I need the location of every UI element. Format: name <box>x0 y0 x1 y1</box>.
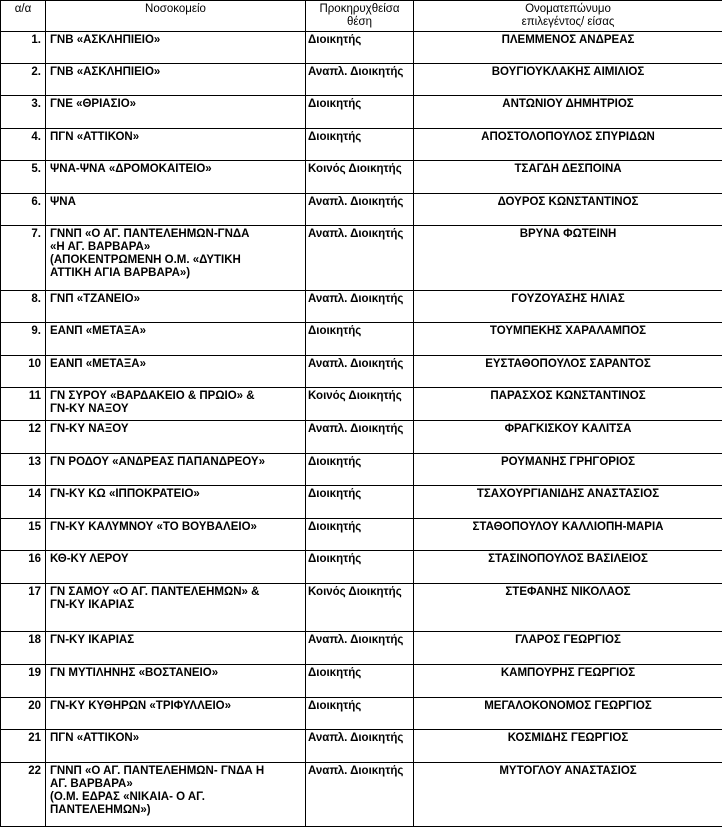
table-row <box>1 226 722 291</box>
position-cell: Αναπλ. Διοικητής <box>306 194 414 226</box>
hospital-cell <box>46 730 306 763</box>
hospital-line: ΓΝ-ΚΥ ΙΚΑΡΙΑΣ <box>50 599 301 612</box>
position-cell: Διοικητής <box>306 665 414 698</box>
header-hospital: Νοσοκομείο <box>46 1 306 32</box>
hospital-cell <box>46 194 306 226</box>
position-cell: Κοινός Διοικητής <box>306 388 414 421</box>
table-row <box>1 486 722 519</box>
hospital-line: ΚΘ-ΚΥ ΛΕΡΟΥ <box>50 553 301 566</box>
hospital-line: (Ο.Μ. ΕΔΡΑΣ «ΝΙΚΑΙΑ- Ο ΑΓ. <box>50 791 301 804</box>
hospital-line: ΓΝ ΡΟΔΟΥ «ΑΝΔΡΕΑΣ ΠΑΠΑΝΔΡΕΟΥ» <box>50 456 301 469</box>
header-num: α/α <box>1 1 46 32</box>
position-cell: Αναπλ. Διοικητής <box>306 291 414 323</box>
row-number: 8. <box>1 291 46 323</box>
table-row <box>1 32 722 64</box>
hospital-line: ΠΑΝΤΕΛΕΗΜΩΝ») <box>50 804 301 817</box>
table-row <box>1 698 722 730</box>
table-row <box>1 519 722 551</box>
selected-name-cell: ΦΡΑΓΚΙΣΚΟΥ ΚΑΛΙΤΣΑ <box>414 421 722 454</box>
table-row <box>1 632 722 665</box>
row-number: 21 <box>1 730 46 763</box>
hospital-cell <box>46 486 306 519</box>
row-number: 6. <box>1 194 46 226</box>
row-number: 11 <box>1 388 46 421</box>
hospital-line: ΓΝ-ΚΥ ΝΑΞΟΥ <box>50 403 301 416</box>
selected-name-cell: ΚΟΣΜΙΔΗΣ ΓΕΩΡΓΙΟΣ <box>414 730 722 763</box>
position-cell: Αναπλ. Διοικητής <box>306 763 414 827</box>
hospital-line: ΓΝ ΜΥΤΙΛΗΝΗΣ «ΒΟΣΤΑΝΕΙΟ» <box>50 667 301 680</box>
hospital-line: ΕΑΝΠ «ΜΕΤΑΞΑ» <box>50 325 301 338</box>
hospital-cell <box>46 519 306 551</box>
header-position: Προκηρυχθείσα θέση <box>306 1 414 32</box>
hospital-cell <box>46 584 306 632</box>
hospital-cell <box>46 421 306 454</box>
table-row <box>1 730 722 763</box>
position-cell: Αναπλ. Διοικητής <box>306 64 414 96</box>
hospital-cell <box>46 323 306 356</box>
row-number: 16 <box>1 551 46 584</box>
hospital-line: ΓΝΝΠ «Ο ΑΓ. ΠΑΝΤΕΛΕΗΜΩΝ-ΓΝΔΑ <box>50 228 301 241</box>
selected-name-cell: ΜΕΓΑΛΟΚΟΝΟΜΟΣ ΓΕΩΡΓΙΟΣ <box>414 698 722 730</box>
table-row <box>1 454 722 486</box>
selected-name-cell: ΑΠΟΣΤΟΛΟΠΟΥΛΟΣ ΣΠΥΡΙΔΩΝ <box>414 129 722 161</box>
selected-name-cell: ΠΑΡΑΣΧΟΣ ΚΩΝΣΤΑΝΤΙΝΟΣ <box>414 388 722 421</box>
selected-name-cell: ΓΟΥΖΟΥΑΣΗΣ ΗΛΙΑΣ <box>414 291 722 323</box>
row-number: 22 <box>1 763 46 827</box>
hospital-cell <box>46 356 306 388</box>
table-body <box>1 32 722 827</box>
row-number: 7. <box>1 226 46 291</box>
hospital-cell <box>46 632 306 665</box>
selected-name-cell: ΒΟΥΓΙΟΥΚΛΑΚΗΣ ΑΙΜΙΛΙΟΣ <box>414 64 722 96</box>
hospital-cell <box>46 763 306 827</box>
hospital-line: ΓΝ-ΚΥ ΚΑΛΥΜΝΟΥ «ΤΟ ΒΟΥΒΑΛΕΙΟ» <box>50 521 301 534</box>
selected-name-cell: ΤΣΑΓΔΗ ΔΕΣΠΟΙΝΑ <box>414 161 722 194</box>
table-row <box>1 161 722 194</box>
selected-name-cell: ΔΟΥΡΟΣ ΚΩΝΣΤΑΝΤΙΝΟΣ <box>414 194 722 226</box>
selected-name-cell: ΠΛΕΜΜΕΝΟΣ ΑΝΔΡΕΑΣ <box>414 32 722 64</box>
table-row <box>1 129 722 161</box>
hospital-line: ΓΝ-ΚΥ ΙΚΑΡΙΑΣ <box>50 634 301 647</box>
position-cell: Αναπλ. Διοικητής <box>306 632 414 665</box>
table-row <box>1 96 722 129</box>
table-row <box>1 551 722 584</box>
hospital-line: ΓΝΠ «ΤΖΑΝΕΙΟ» <box>50 293 301 306</box>
selected-name-cell: ΤΟΥΜΠΕΚΗΣ ΧΑΡΑΛΑΜΠΟΣ <box>414 323 722 356</box>
header-name: Ονοματεπώνυμο επιλεγέντος/ είσας <box>414 1 722 32</box>
position-cell: Αναπλ. Διοικητής <box>306 226 414 291</box>
row-number: 12 <box>1 421 46 454</box>
position-cell: Διοικητής <box>306 486 414 519</box>
hospital-line: «Η ΑΓ. ΒΑΡΒΑΡΑ» <box>50 241 301 254</box>
header-row <box>1 1 722 32</box>
hospital-line: ΓΝ-ΚΥ ΚΩ «ΙΠΠΟΚΡΑΤΕΙΟ» <box>50 488 301 501</box>
table-row <box>1 665 722 698</box>
table-row <box>1 356 722 388</box>
position-cell: Κοινός Διοικητής <box>306 584 414 632</box>
row-number: 20 <box>1 698 46 730</box>
row-number: 18 <box>1 632 46 665</box>
position-cell: Αναπλ. Διοικητής <box>306 730 414 763</box>
hospital-cell <box>46 291 306 323</box>
hospital-line: (ΑΠΟΚΕΝΤΡΩΜΕΝΗ Ο.Μ. «ΔΥΤΙΚΗ <box>50 254 301 267</box>
selected-name-cell: ΜΥΤΟΓΛΟΥ ΑΝΑΣΤΑΣΙΟΣ <box>414 763 722 827</box>
hospital-line: ΓΝ-ΚΥ ΚΥΘΗΡΩΝ «ΤΡΙΦΥΛΛΕΙΟ» <box>50 700 301 713</box>
table-row <box>1 194 722 226</box>
selected-name-cell: ΡΟΥΜΑΝΗΣ ΓΡΗΓΟΡΙΟΣ <box>414 454 722 486</box>
position-cell: Αναπλ. Διοικητής <box>306 421 414 454</box>
hospital-cell <box>46 698 306 730</box>
table-row <box>1 763 722 827</box>
hospital-line: ΓΝΝΠ «Ο ΑΓ. ΠΑΝΤΕΛΕΗΜΩΝ- ΓΝΔΑ Η <box>50 765 301 778</box>
position-cell: Διοικητής <box>306 32 414 64</box>
selected-name-cell: ΒΡΥΝΑ ΦΩΤΕΙΝΗ <box>414 226 722 291</box>
hospital-cell <box>46 96 306 129</box>
hospital-cell <box>46 226 306 291</box>
position-cell: Διοικητής <box>306 96 414 129</box>
row-number: 19 <box>1 665 46 698</box>
position-cell: Διοικητής <box>306 454 414 486</box>
hospital-line: ΓΝ-ΚΥ ΝΑΞΟΥ <box>50 423 301 436</box>
position-cell: Διοικητής <box>306 519 414 551</box>
hospital-cell <box>46 551 306 584</box>
hospital-cell <box>46 161 306 194</box>
hospital-cell <box>46 32 306 64</box>
row-number: 1. <box>1 32 46 64</box>
hospital-line: ΓΝ ΣΑΜΟΥ «Ο ΑΓ. ΠΑΝΤΕΛΕΗΜΩΝ» & <box>50 586 301 599</box>
row-number: 10 <box>1 356 46 388</box>
hospital-cell <box>46 388 306 421</box>
hospital-line: ΨΝΑ-ΨΝΑ «ΔΡΟΜΟΚΑΙΤΕΙΟ» <box>50 163 301 176</box>
hospital-cell <box>46 64 306 96</box>
table-row <box>1 291 722 323</box>
position-cell: Διοικητής <box>306 129 414 161</box>
row-number: 4. <box>1 129 46 161</box>
hospital-line: ΓΝΒ «ΑΣΚΛΗΠΙΕΙΟ» <box>50 34 301 47</box>
table-row <box>1 584 722 632</box>
table-row <box>1 388 722 421</box>
selected-name-cell: ΤΣΑΧΟΥΡΓΙΑΝΙΔΗΣ ΑΝΑΣΤΑΣΙΟΣ <box>414 486 722 519</box>
hospital-cell <box>46 665 306 698</box>
hospital-line: ΠΓΝ «ΑΤΤΙΚΟΝ» <box>50 732 301 745</box>
hospital-line: ΠΓΝ «ΑΤΤΙΚΟΝ» <box>50 131 301 144</box>
hospital-cell <box>46 454 306 486</box>
position-cell: Διοικητής <box>306 551 414 584</box>
hospital-line: ΓΝΒ «ΑΣΚΛΗΠΙΕΙΟ» <box>50 66 301 79</box>
position-cell: Κοινός Διοικητής <box>306 161 414 194</box>
selected-name-cell: ΑΝΤΩΝΙΟΥ ΔΗΜΗΤΡΙΟΣ <box>414 96 722 129</box>
selected-name-cell: ΓΛΑΡΟΣ ΓΕΩΡΓΙΟΣ <box>414 632 722 665</box>
table-row <box>1 64 722 96</box>
row-number: 13 <box>1 454 46 486</box>
table-row <box>1 323 722 356</box>
table-row <box>1 421 722 454</box>
hospital-line: ΕΑΝΠ «ΜΕΤΑΞΑ» <box>50 358 301 371</box>
selected-name-cell: ΚΑΜΠΟΥΡΗΣ ΓΕΩΡΓΙΟΣ <box>414 665 722 698</box>
selected-name-cell: ΣΤΕΦΑΝΗΣ ΝΙΚΟΛΑΟΣ <box>414 584 722 632</box>
row-number: 2. <box>1 64 46 96</box>
row-number: 15 <box>1 519 46 551</box>
hospital-line: ΓΝΕ «ΘΡΙΑΣΙΟ» <box>50 98 301 111</box>
position-cell: Αναπλ. Διοικητής <box>306 356 414 388</box>
hospital-line: ΓΝ ΣΥΡΟΥ «ΒΑΡΔΑΚΕΙΟ & ΠΡΩΙΟ» & <box>50 390 301 403</box>
row-number: 9. <box>1 323 46 356</box>
hospital-line: ΑΓ. ΒΑΡΒΑΡΑ» <box>50 778 301 791</box>
selected-name-cell: ΣΤΑΣΙΝΟΠΟΥΛΟΣ ΒΑΣΙΛΕΙΟΣ <box>414 551 722 584</box>
row-number: 3. <box>1 96 46 129</box>
selected-name-cell: ΕΥΣΤΑΘΟΠΟΥΛΟΣ ΣΑΡΑΝΤΟΣ <box>414 356 722 388</box>
position-cell: Διοικητής <box>306 323 414 356</box>
row-number: 5. <box>1 161 46 194</box>
hospital-cell <box>46 129 306 161</box>
selected-name-cell: ΣΤΑΘΟΠΟΥΛΟΥ ΚΑΛΛΙΟΠΗ-ΜΑΡΙΑ <box>414 519 722 551</box>
row-number: 14 <box>1 486 46 519</box>
position-cell: Διοικητής <box>306 698 414 730</box>
hospital-line: ΑΤΤΙΚΗ ΑΓΙΑ ΒΑΡΒΑΡΑ») <box>50 267 301 280</box>
row-number: 17 <box>1 584 46 632</box>
hospital-line: ΨΝΑ <box>50 196 301 209</box>
